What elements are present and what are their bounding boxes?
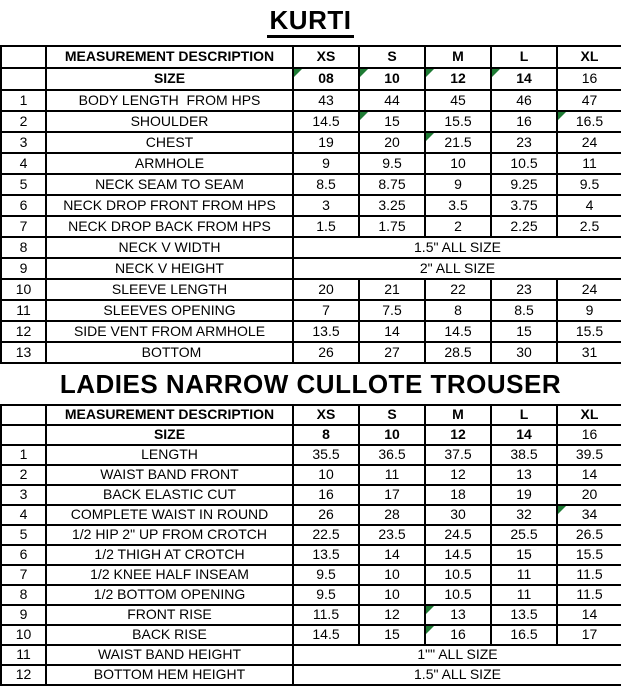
measurement-value-cell: 14 — [359, 321, 425, 342]
measurement-description-cell: NECK V WIDTH — [46, 237, 293, 258]
stored-as-text-flag-icon — [558, 112, 566, 120]
measurement-value-cell: 17 — [359, 485, 425, 505]
measurement-description-cell: BOTTOM — [46, 342, 293, 363]
measurement-value-cell: 10.5 — [491, 153, 557, 174]
row-number-cell: 11 — [1, 300, 46, 321]
trouser-size-chart-table — [0, 404, 621, 686]
size-value-cell: 12 — [425, 68, 491, 90]
measurement-value-cell: 13 — [425, 605, 491, 625]
measurement-value-cell: 8.75 — [359, 174, 425, 195]
trouser-title — [0, 364, 621, 404]
measurement-value-cell: 12 — [359, 605, 425, 625]
stored-as-text-flag-icon — [294, 69, 302, 77]
measurement-value-cell: 11 — [491, 585, 557, 605]
measurement-row — [1, 174, 621, 195]
measurement-description-cell: COMPLETE WAIST IN ROUND — [46, 505, 293, 525]
row-number-cell: 3 — [1, 485, 46, 505]
row-number-cell: 12 — [1, 321, 46, 342]
measurement-value-cell: 21.5 — [425, 132, 491, 153]
measurement-value-cell: 35.5 — [293, 445, 359, 465]
measurement-value-cell: 11 — [359, 465, 425, 485]
measurement-row — [1, 505, 621, 525]
measurement-row — [1, 445, 621, 465]
measurement-value-cell: 22.5 — [293, 525, 359, 545]
measurement-value-cell: 10 — [293, 465, 359, 485]
measurement-value-cell: 9 — [557, 300, 621, 321]
measurement-value-cell: 23.5 — [359, 525, 425, 545]
row-number-cell: 9 — [1, 605, 46, 625]
measurement-value-cell: 28 — [359, 505, 425, 525]
measurement-value-cell: 38.5 — [491, 445, 557, 465]
measurement-description-cell: CHEST — [46, 132, 293, 153]
measurement-row — [1, 300, 621, 321]
measurement-value-cell: 16.5 — [491, 625, 557, 645]
measurement-row — [1, 237, 621, 258]
measurement-value-cell: 18 — [425, 485, 491, 505]
measurement-value-cell: 16.5 — [557, 111, 621, 132]
size-value-cell: 16 — [557, 425, 621, 445]
table-header-row — [1, 405, 621, 425]
size-value-cell: 14 — [491, 425, 557, 445]
measurement-value-cell: 3.75 — [491, 195, 557, 216]
measurement-value-cell: 11.5 — [293, 605, 359, 625]
measurement-row — [1, 645, 621, 665]
measurement-value-cell: 32 — [491, 505, 557, 525]
measurement-value-cell: 13.5 — [491, 605, 557, 625]
measurement-value-cell: 31 — [557, 342, 621, 363]
measurement-value-cell: 11 — [491, 565, 557, 585]
measurement-value-cell: 16 — [491, 111, 557, 132]
measurement-value-cell: 10.5 — [425, 585, 491, 605]
measurement-value-cell: 11 — [557, 153, 621, 174]
measurement-value-cell: 14 — [557, 605, 621, 625]
measurement-row — [1, 465, 621, 485]
size-column-header: L — [491, 405, 557, 425]
row-number-cell: 5 — [1, 174, 46, 195]
measurement-value-cell: 11.5 — [557, 565, 621, 585]
measurement-value-cell: 34 — [557, 505, 621, 525]
measurement-value-cell: 10 — [425, 153, 491, 174]
measurement-row — [1, 279, 621, 300]
measurement-description-cell: NECK V HEIGHT — [46, 258, 293, 279]
stored-as-text-flag-icon — [492, 69, 500, 77]
row-number-cell: 6 — [1, 195, 46, 216]
measurement-value-cell: 14.5 — [293, 111, 359, 132]
stored-as-text-flag-icon — [426, 69, 434, 77]
measurement-value-cell: 21 — [359, 279, 425, 300]
measurement-value-cell: 15 — [359, 111, 425, 132]
measurement-row — [1, 342, 621, 363]
measurement-value-cell: 19 — [491, 485, 557, 505]
measurement-value-cell: 45 — [425, 90, 491, 111]
measurement-value-cell: 24 — [557, 132, 621, 153]
measurement-value-cell: 13.5 — [293, 545, 359, 565]
size-column-header: S — [359, 405, 425, 425]
trouser-title-text: LADIES NARROW CULLOTE TROUSER — [59, 369, 562, 399]
size-row — [1, 425, 621, 445]
row-number-cell — [1, 425, 46, 445]
stored-as-text-flag-icon — [426, 133, 434, 141]
size-label-cell: SIZE — [46, 68, 293, 90]
size-value-cell: 12 — [425, 425, 491, 445]
measurement-row — [1, 665, 621, 685]
measurement-value-cell: 9.5 — [293, 585, 359, 605]
measurement-value-cell: 44 — [359, 90, 425, 111]
measurement-row — [1, 132, 621, 153]
measurement-value-cell: 26 — [293, 505, 359, 525]
measurement-description-header: MEASUREMENT DESCRIPTION — [46, 46, 293, 68]
size-value-cell: 8 — [293, 425, 359, 445]
measurement-row — [1, 585, 621, 605]
measurement-description-cell: NECK DROP BACK FROM HPS — [46, 216, 293, 237]
size-value-cell: 10 — [359, 425, 425, 445]
measurement-description-cell: SIDE VENT FROM ARMHOLE — [46, 321, 293, 342]
measurement-value-cell: 15 — [491, 545, 557, 565]
kurti-size-chart-table — [0, 45, 621, 364]
row-number-cell: 12 — [1, 665, 46, 685]
measurement-value-cell: 16 — [293, 485, 359, 505]
measurement-value-cell: 4 — [557, 195, 621, 216]
measurement-row — [1, 216, 621, 237]
measurement-description-cell: NECK DROP FRONT FROM HPS — [46, 195, 293, 216]
measurement-value-cell: 10.5 — [425, 565, 491, 585]
all-size-merged-cell: 2" ALL SIZE — [293, 258, 621, 279]
measurement-value-cell: 3.25 — [359, 195, 425, 216]
measurement-value-cell: 14.5 — [293, 625, 359, 645]
measurement-value-cell: 8.5 — [293, 174, 359, 195]
measurement-value-cell: 13 — [491, 465, 557, 485]
measurement-value-cell: 12 — [425, 465, 491, 485]
measurement-value-cell: 22 — [425, 279, 491, 300]
measurement-value-cell: 43 — [293, 90, 359, 111]
measurement-value-cell: 16 — [425, 625, 491, 645]
measurement-value-cell: 9.5 — [557, 174, 621, 195]
row-number-cell: 2 — [1, 111, 46, 132]
row-number-cell: 6 — [1, 545, 46, 565]
size-value-cell: 10 — [359, 68, 425, 90]
kurti-title — [0, 0, 621, 45]
all-size-merged-cell: 1"" ALL SIZE — [293, 645, 621, 665]
size-value-cell: 14 — [491, 68, 557, 90]
stored-as-text-flag-icon — [360, 69, 368, 77]
measurement-description-cell: FRONT RISE — [46, 605, 293, 625]
size-column-header: M — [425, 405, 491, 425]
size-label-cell: SIZE — [46, 425, 293, 445]
measurement-row — [1, 485, 621, 505]
row-number-cell — [1, 68, 46, 90]
measurement-value-cell: 26.5 — [557, 525, 621, 545]
measurement-row — [1, 258, 621, 279]
size-row — [1, 68, 621, 90]
measurement-description-cell: 1/2 THIGH AT CROTCH — [46, 545, 293, 565]
measurement-description-cell: SHOULDER — [46, 111, 293, 132]
measurement-row — [1, 605, 621, 625]
stored-as-text-flag-icon — [426, 606, 434, 614]
measurement-description-header: MEASUREMENT DESCRIPTION — [46, 405, 293, 425]
measurement-value-cell: 30 — [425, 505, 491, 525]
measurement-row — [1, 565, 621, 585]
size-value-cell: 16 — [557, 68, 621, 90]
measurement-value-cell: 7.5 — [359, 300, 425, 321]
table-header-row — [1, 46, 621, 68]
measurement-value-cell: 17 — [557, 625, 621, 645]
measurement-value-cell: 20 — [359, 132, 425, 153]
measurement-row — [1, 625, 621, 645]
stored-as-text-flag-icon — [426, 626, 434, 634]
measurement-description-cell: NECK SEAM TO SEAM — [46, 174, 293, 195]
measurement-value-cell: 23 — [491, 279, 557, 300]
kurti-title-text: KURTI — [267, 7, 355, 38]
measurement-value-cell: 9.5 — [293, 565, 359, 585]
measurement-value-cell: 15.5 — [557, 321, 621, 342]
stored-as-text-flag-icon — [360, 112, 368, 120]
measurement-value-cell: 9 — [425, 174, 491, 195]
measurement-description-cell: WAIST BAND HEIGHT — [46, 645, 293, 665]
measurement-value-cell: 20 — [293, 279, 359, 300]
measurement-description-cell: BOTTOM HEM HEIGHT — [46, 665, 293, 685]
measurement-description-cell: LENGTH — [46, 445, 293, 465]
measurement-value-cell: 14 — [557, 465, 621, 485]
size-column-header: XL — [557, 46, 621, 68]
measurement-description-cell: 1/2 BOTTOM OPENING — [46, 585, 293, 605]
measurement-description-cell: SLEEVE LENGTH — [46, 279, 293, 300]
measurement-value-cell: 3.5 — [425, 195, 491, 216]
size-value-cell: 08 — [293, 68, 359, 90]
measurement-description-cell: SLEEVES OPENING — [46, 300, 293, 321]
measurement-value-cell: 15.5 — [557, 545, 621, 565]
row-number-cell: 4 — [1, 505, 46, 525]
measurement-value-cell: 28.5 — [425, 342, 491, 363]
measurement-value-cell: 2.5 — [557, 216, 621, 237]
row-number-cell: 7 — [1, 216, 46, 237]
measurement-description-cell: BODY LENGTH FROM HPS — [46, 90, 293, 111]
measurement-row — [1, 545, 621, 565]
measurement-value-cell: 2 — [425, 216, 491, 237]
all-size-merged-cell: 1.5" ALL SIZE — [293, 665, 621, 685]
measurement-row — [1, 195, 621, 216]
row-number-cell: 7 — [1, 565, 46, 585]
measurement-value-cell: 13.5 — [293, 321, 359, 342]
measurement-value-cell: 37.5 — [425, 445, 491, 465]
measurement-value-cell: 25.5 — [491, 525, 557, 545]
row-number-cell: 8 — [1, 237, 46, 258]
measurement-value-cell: 9.5 — [359, 153, 425, 174]
measurement-description-cell: ARMHOLE — [46, 153, 293, 174]
measurement-value-cell: 7 — [293, 300, 359, 321]
row-number-cell: 3 — [1, 132, 46, 153]
measurement-value-cell: 10 — [359, 585, 425, 605]
measurement-value-cell: 14.5 — [425, 321, 491, 342]
row-number-cell: 10 — [1, 279, 46, 300]
measurement-description-cell: 1/2 HIP 2" UP FROM CROTCH — [46, 525, 293, 545]
row-number-cell — [1, 46, 46, 68]
measurement-value-cell: 2.25 — [491, 216, 557, 237]
measurement-value-cell: 9 — [293, 153, 359, 174]
measurement-value-cell: 46 — [491, 90, 557, 111]
measurement-value-cell: 15 — [359, 625, 425, 645]
size-column-header: L — [491, 46, 557, 68]
row-number-cell: 1 — [1, 445, 46, 465]
row-number-cell: 11 — [1, 645, 46, 665]
measurement-value-cell: 15.5 — [425, 111, 491, 132]
measurement-row — [1, 111, 621, 132]
measurement-value-cell: 47 — [557, 90, 621, 111]
measurement-description-cell: BACK ELASTIC CUT — [46, 485, 293, 505]
measurement-value-cell: 8 — [425, 300, 491, 321]
measurement-value-cell: 24 — [557, 279, 621, 300]
size-column-header: M — [425, 46, 491, 68]
row-number-cell: 1 — [1, 90, 46, 111]
measurement-value-cell: 15 — [491, 321, 557, 342]
row-number-cell: 9 — [1, 258, 46, 279]
measurement-value-cell: 26 — [293, 342, 359, 363]
row-number-cell — [1, 405, 46, 425]
measurement-value-cell: 14 — [359, 545, 425, 565]
measurement-value-cell: 30 — [491, 342, 557, 363]
measurement-value-cell: 14.5 — [425, 545, 491, 565]
measurement-value-cell: 8.5 — [491, 300, 557, 321]
all-size-merged-cell: 1.5" ALL SIZE — [293, 237, 621, 258]
row-number-cell: 5 — [1, 525, 46, 545]
measurement-value-cell: 9.25 — [491, 174, 557, 195]
measurement-description-cell: BACK RISE — [46, 625, 293, 645]
measurement-value-cell: 19 — [293, 132, 359, 153]
measurement-row — [1, 153, 621, 174]
row-number-cell: 4 — [1, 153, 46, 174]
measurement-description-cell: 1/2 KNEE HALF INSEAM — [46, 565, 293, 585]
row-number-cell: 8 — [1, 585, 46, 605]
measurement-value-cell: 10 — [359, 565, 425, 585]
size-column-header: S — [359, 46, 425, 68]
measurement-value-cell: 27 — [359, 342, 425, 363]
size-column-header: XS — [293, 405, 359, 425]
row-number-cell: 13 — [1, 342, 46, 363]
measurement-value-cell: 36.5 — [359, 445, 425, 465]
measurement-row — [1, 321, 621, 342]
measurement-value-cell: 11.5 — [557, 585, 621, 605]
size-column-header: XS — [293, 46, 359, 68]
measurement-value-cell: 20 — [557, 485, 621, 505]
measurement-value-cell: 1.75 — [359, 216, 425, 237]
measurement-description-cell: WAIST BAND FRONT — [46, 465, 293, 485]
measurement-value-cell: 24.5 — [425, 525, 491, 545]
measurement-row — [1, 525, 621, 545]
measurement-value-cell: 3 — [293, 195, 359, 216]
row-number-cell: 2 — [1, 465, 46, 485]
measurement-value-cell: 1.5 — [293, 216, 359, 237]
size-column-header: XL — [557, 405, 621, 425]
stored-as-text-flag-icon — [558, 506, 566, 514]
measurement-value-cell: 39.5 — [557, 445, 621, 465]
measurement-row — [1, 90, 621, 111]
measurement-value-cell: 23 — [491, 132, 557, 153]
row-number-cell: 10 — [1, 625, 46, 645]
